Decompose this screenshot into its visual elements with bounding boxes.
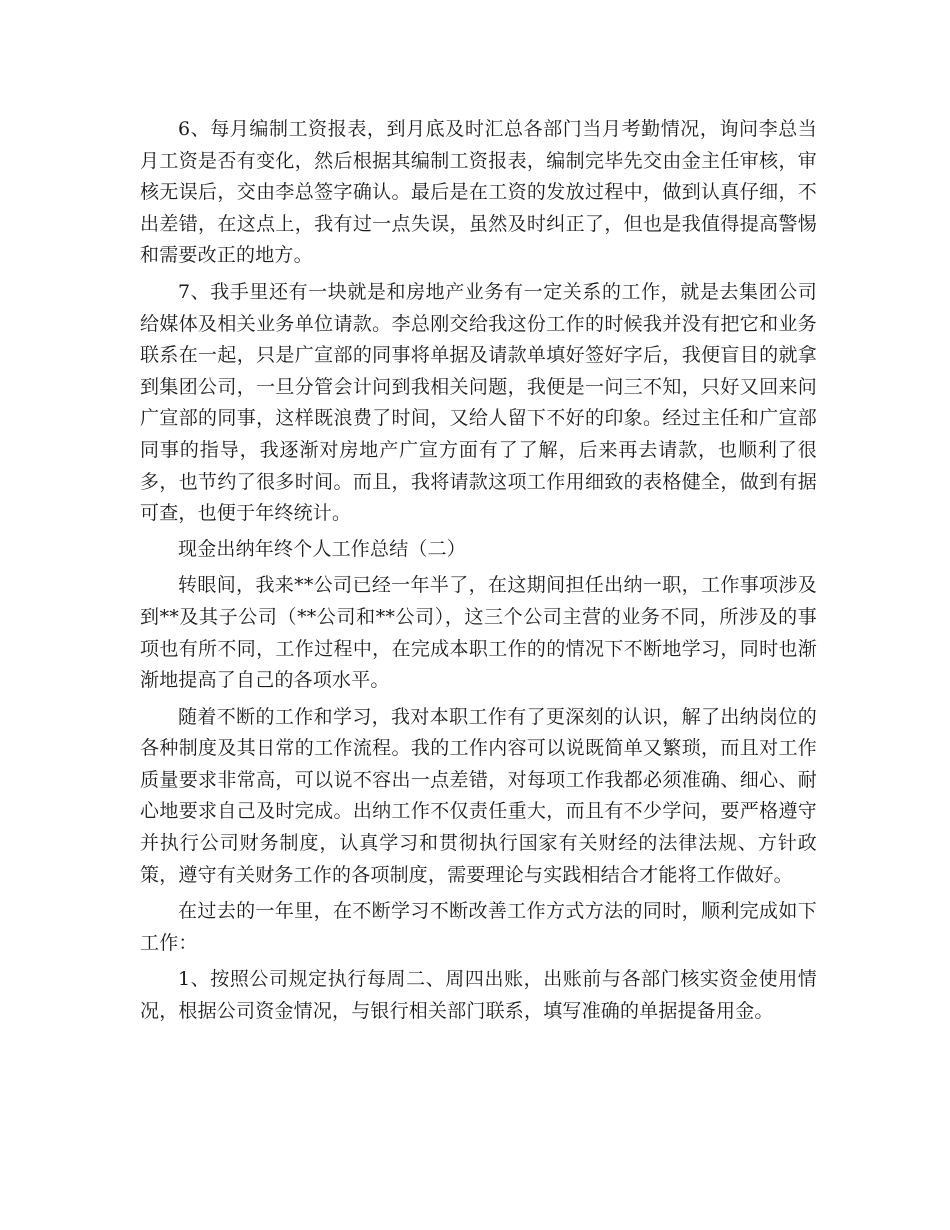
paragraph-item-7: 7、我手里还有一块就是和房地产业务有一定关系的工作，就是去集团公司给媒体及相关业务单位请款。李总刚交给我这份工作的时候我并没有把它和业务联系在一起，只是广宣部的同事将单据及请款单填好签好字后，我便盲目的就拿到集团公司，一旦分管会计问到我相关问题，我便是一问三不知，只好又回来问广宣部的同事，这样既浪费了时间，又给人留下不好的印象。经过主任和广宣部同事的指导，我逐渐对房地产广宣方面有了了解，后来再去请款，也顺利了很多，也节约了很多时间。而且，我将请款这项工作用细致的表格健全，做到有据可查，也便于年终统计。 xyxy=(140,280,817,525)
document-page xyxy=(140,114,817,1028)
paragraph-item-1: 1、按照公司规定执行每周二、周四出账，出账前与各部门核实资金使用情况，根据公司资金情况，与银行相关部门联系，填写准确的单据提备用金。 xyxy=(140,968,817,1023)
paragraph-understanding: 随着不断的工作和学习，我对本职工作有了更深刻的认识，解了出纳岗位的各种制度及其日常的工作流程。我的工作内容可以说既简单又繁琐，而且对工作质量要求非常高，可以说不容出一点差错，对每项工作我都必须准确、细心、耐心地要求自己及时完成。出纳工作不仅责任重大，而且有不少学问，要严格遵守并执行公司财务制度，认真学习和贯彻执行国家有关财经的法律法规、方针政策，遵守有关财务工作的各项制度，需要理论与实践相结合才能将工作做好。 xyxy=(140,705,817,886)
paragraph-intro: 转眼间，我来**公司已经一年半了，在这期间担任出纳一职，工作事项涉及到**及其子公司（**公司和**公司），这三个公司主营的业务不同，所涉及的事项也有所不同，工作过程中，在完成本职工作的的情况下不断地学习，同时也渐渐地提高了自己的各项水平。 xyxy=(140,574,817,692)
paragraph-past-year: 在过去的一年里，在不断学习不断改善工作方式方法的同时，顺利完成如下工作： xyxy=(140,900,817,954)
section-title: 现金出纳年终个人工作总结（二） xyxy=(178,537,467,560)
paragraph-item-6: 6、每月编制工资报表，到月底及时汇总各部门当月考勤情况，询问李总当月工资是否有变化，然后根据其编制工资报表，编制完毕先交由金主任审核，审核无误后，交由李总签字确认。最后是在工资的发放过程中，做到认真仔细，不出差错，在这点上，我有过一点失误，虽然及时纠正了，但也是我值得提高警惕和需要改正的地方。 xyxy=(140,118,817,267)
